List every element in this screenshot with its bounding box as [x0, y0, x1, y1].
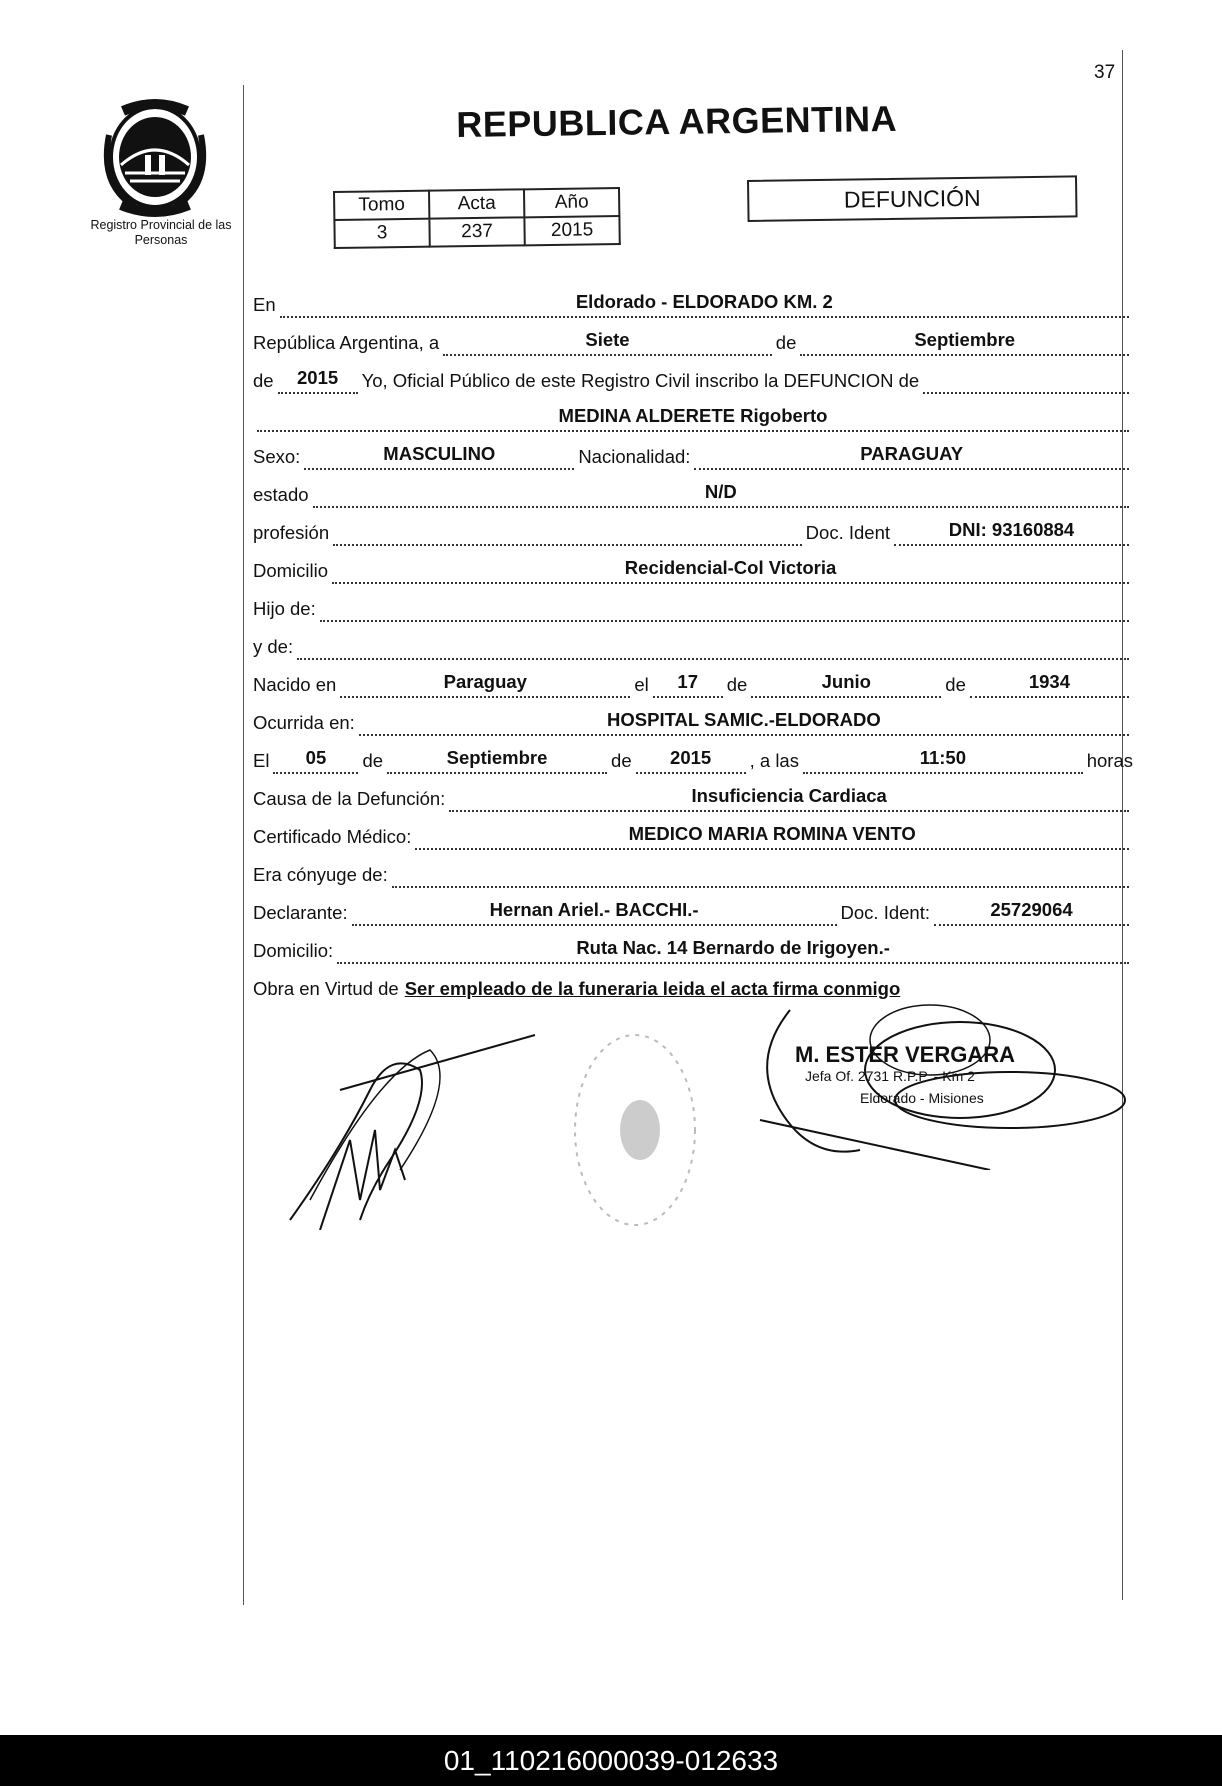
- row-obra: Obra en Virtud de Ser empleado de la funeraria leida el acta firma conmigo: [253, 964, 1133, 1002]
- birth-month-field: Junio: [751, 672, 941, 698]
- stamp-office: Jefa Of. 2731 R.P.P. - Km 2: [805, 1068, 975, 1084]
- left-margin-line: [243, 85, 244, 1605]
- birth-day-field: 17: [653, 672, 723, 698]
- medical-certificate-field: MEDICO MARIA ROMINA VENTO: [415, 824, 1129, 850]
- row-sexo: Sexo: MASCULINO Nacionalidad: PARAGUAY: [253, 432, 1133, 470]
- header-tomo: Tomo: [334, 191, 429, 220]
- death-certificate-form: [253, 280, 1133, 1002]
- row-nombre: [253, 394, 1133, 432]
- row-anio: de 2015 Yo, Oficial Público de este Registro Civil inscribo la DEFUNCION de: [253, 356, 1133, 394]
- row-fecha: República Argentina, a Siete de Septiembre: [253, 318, 1133, 356]
- birth-year-field: 1934: [970, 672, 1129, 698]
- month-field: Septiembre: [800, 330, 1129, 356]
- row-hijo: Hijo de:: [253, 584, 1133, 622]
- row-profesion: profesión Doc. Ident DNI: 93160884: [253, 508, 1133, 546]
- row-conyuge: Era cónyuge de:: [253, 850, 1133, 888]
- cause-of-death-field: Insuficiencia Cardiaca: [449, 786, 1129, 812]
- stamp-location: Eldorado - Misiones: [860, 1090, 984, 1106]
- value-acta: 237: [429, 217, 524, 246]
- footer-document-id: 01_110216000039-012633: [0, 1735, 1222, 1786]
- registry-name: Registro Provincial de las Personas: [90, 218, 232, 247]
- dry-seal-icon: [560, 1020, 710, 1240]
- profession-field: [333, 520, 802, 546]
- provincial-seal-icon: [95, 95, 225, 225]
- row-fecha-defuncion: El 05 de Septiembre de 2015 , a las 11:50 horas: [253, 736, 1133, 774]
- declarant-doc-field: 25729064: [934, 900, 1129, 926]
- nationality-field: PARAGUAY: [694, 444, 1129, 470]
- record-table: [333, 187, 621, 249]
- row-domicilio: Domicilio Recidencial-Col Victoria: [253, 546, 1133, 584]
- place-field: Eldorado - ELDORADO KM. 2: [280, 292, 1129, 318]
- value-anio: 2015: [524, 216, 619, 245]
- death-month-field: Septiembre: [387, 748, 607, 774]
- death-day-field: 05: [273, 748, 358, 774]
- row-certificado: Certificado Médico: MEDICO MARIA ROMINA VENTO: [253, 812, 1133, 850]
- year-field: 2015: [278, 368, 358, 394]
- row-domicilio-declarante: Domicilio: Ruta Nac. 14 Bernardo de Irigoyen.-: [253, 926, 1133, 964]
- address-field: Recidencial-Col Victoria: [332, 558, 1129, 584]
- row-causa: Causa de la Defunción: Insuficiencia Cardiaca: [253, 774, 1133, 812]
- stamp-name: M. ESTER VERGARA: [795, 1042, 1016, 1067]
- value-tomo: 3: [334, 219, 429, 248]
- page-number: 37: [1094, 62, 1116, 83]
- row-en: En Eldorado - ELDORADO KM. 2: [253, 280, 1133, 318]
- record-type-box: DEFUNCIÓN: [747, 175, 1078, 222]
- record-table-header: [334, 188, 619, 220]
- obra-text: Ser empleado de la funeraria leida el acta firma conmigo: [404, 978, 901, 999]
- birthplace-field: Paraguay: [340, 672, 630, 698]
- row-declarante: Declarante: Hernan Ariel.- BACCHI.- Doc. Ident: 25729064: [253, 888, 1133, 926]
- deceased-name-field: MEDINA ALDERETE Rigoberto: [257, 406, 1129, 432]
- death-place-field: HOSPITAL SAMIC.-ELDORADO: [359, 710, 1129, 736]
- spouse-field: [392, 862, 1129, 888]
- death-year-field: 2015: [636, 748, 746, 774]
- doc-ident-field: DNI: 93160884: [894, 520, 1129, 546]
- declarant-field: Hernan Ariel.- BACCHI.-: [352, 900, 837, 926]
- declarant-address-field: Ruta Nac. 14 Bernardo de Irigoyen.-: [337, 938, 1129, 964]
- father-field: [320, 596, 1129, 622]
- document-title: REPUBLICA ARGENTINA: [456, 97, 898, 145]
- sex-field: MASCULINO: [304, 444, 574, 470]
- death-time-field: 11:50: [803, 748, 1083, 774]
- row-yde: y de:: [253, 622, 1133, 660]
- header-anio: Año: [524, 188, 619, 217]
- mother-field: [297, 634, 1129, 660]
- declarant-signature-icon: [280, 1030, 540, 1230]
- row-nacido: Nacido en Paraguay el 17 de Junio de 1934: [253, 660, 1133, 698]
- record-table-values: [334, 216, 619, 248]
- day-field: Siete: [443, 330, 772, 356]
- marital-status-field: N/D: [313, 482, 1129, 508]
- header-acta: Acta: [429, 189, 524, 218]
- row-estado: estado N/D: [253, 470, 1133, 508]
- official-stamp-icon: [750, 1000, 1130, 1170]
- row-ocurrida: Ocurrida en: HOSPITAL SAMIC.-ELDORADO: [253, 698, 1133, 736]
